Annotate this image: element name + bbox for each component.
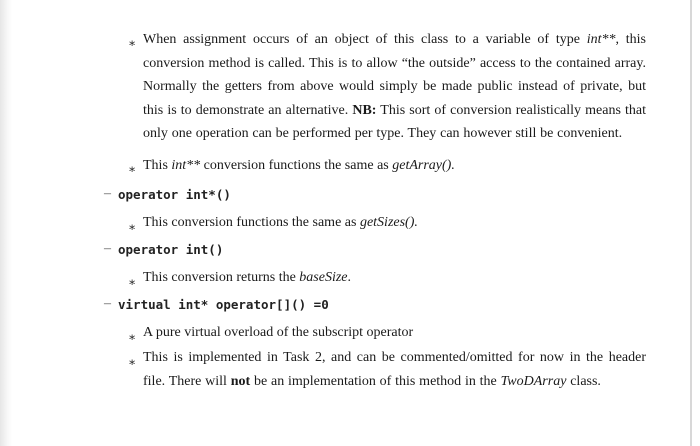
text-run: .: [347, 270, 352, 285]
type-name-int-pp: int**: [586, 32, 616, 47]
text-run: This conversion returns the: [143, 270, 300, 285]
method-name-getsizes: getSizes().: [359, 215, 418, 230]
member-signature-subscript-operator: virtual int* operator[]() =0: [118, 297, 329, 312]
bullet-marker: ∗: [128, 36, 137, 50]
member-signature-operator-int: operator int(): [118, 242, 224, 257]
int-pp-conversion-note: [143, 158, 455, 174]
bullet-marker: ∗: [128, 275, 137, 289]
field-name-basesize: baseSize: [299, 270, 348, 285]
int-ptr-conversion-note: [143, 215, 418, 231]
nb-label: NB:: [352, 102, 377, 118]
bullet-marker: ∗: [128, 355, 137, 369]
type-name-int-pp: int**: [171, 158, 201, 173]
text-run: This is implemented in Task 2, and can be commented/omitted for now in the header file. There will: [143, 350, 646, 389]
member-dash: –: [104, 296, 111, 311]
subscript-overload-note: [143, 325, 413, 341]
page-right-border: [690, 0, 692, 446]
member-dash: –: [104, 186, 111, 201]
assignment-conversion-paragraph: [143, 28, 646, 146]
text-run: , this conversion method is called. This is to allow “the outside” access to the contained array. Normally the getters from above would simply be made public instead of private, but this is to demonstrate an alternative.: [143, 32, 646, 118]
bullet-marker: ∗: [128, 162, 137, 176]
method-name-getarray: getArray().: [392, 158, 455, 173]
int-conversion-note: [143, 270, 351, 286]
class-name-twodarray: TwoDArray: [500, 373, 567, 389]
task2-implementation-note: [143, 346, 646, 393]
bullet-marker: ∗: [128, 220, 137, 234]
text-run: conversion functions the same as: [200, 158, 393, 173]
text-run: This conversion functions the same as: [143, 215, 360, 230]
text-run: class.: [566, 373, 601, 389]
text-run: This sort of conversion realistically means that only one operation can be performed per type. They can however still be convenient.: [143, 102, 647, 141]
text-run: A pure virtual overload of the subscript operator: [143, 325, 414, 340]
member-signature-operator-int-ptr: operator int*(): [118, 187, 231, 202]
text-run: When assignment occurs of an object of this class to a variable of type: [143, 32, 587, 47]
bullet-marker: ∗: [128, 330, 137, 344]
member-dash: –: [104, 241, 111, 256]
text-run: be an implementation of this method in the: [250, 373, 501, 389]
page-edge-shadow: [0, 0, 12, 446]
emphasis-not: not: [230, 373, 251, 389]
text-run: This: [143, 158, 172, 173]
